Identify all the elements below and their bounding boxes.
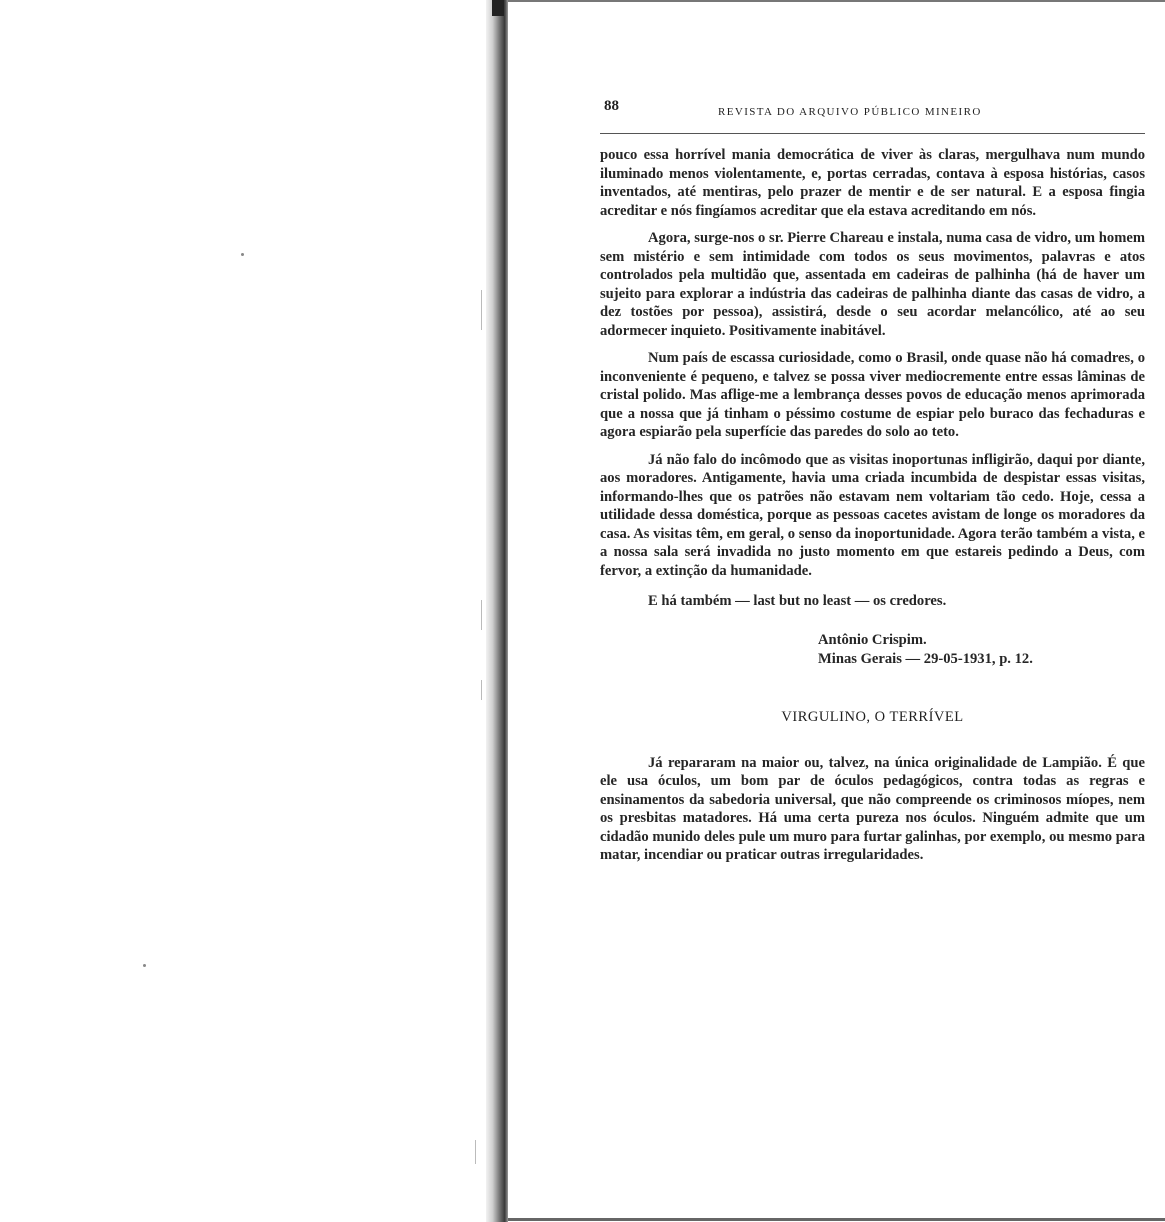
book-gutter (486, 0, 508, 1222)
gutter-binding-mark (492, 0, 504, 16)
article-paragraph: pouco essa horrível mania democrática de viver às claras, mergulhava num mundo iluminado menos violentamente, e, portas cerradas, contava à esposa histórias, casos inventados, até mentiras, pelo prazer de mentir e de ser natural. E a esposa fingia acreditar e nós fingíamos acreditar que ela estava acreditando em nós. (600, 147, 1145, 219)
scan-bottom-edge (508, 1218, 1165, 1221)
margin-mark (481, 680, 482, 700)
article-paragraph: Num país de escassa curiosidade, como o Brasil, onde quase não há comadres, o inconveniente é pequeno, e talvez se possa viver mediocremente entre essas lâminas de cristal polido. Mas aflige-me a lembrança desses povos de educação menos aprimorada que a nossa que já tinham o péssimo costume de espiar pelo buraco das fechaduras e agora espiarão pela superfície das paredes do solo ao teto. (600, 350, 1145, 440)
signature-author: Antônio Crispim. (818, 631, 927, 648)
margin-mark (475, 1140, 476, 1164)
margin-mark (481, 600, 482, 630)
article-paragraph: Agora, surge-nos o sr. Pierre Chareau e instala, numa casa de vidro, um homem sem mistério e sem intimidade com todos os seus movimentos, palavras e atos controlados pela multidão que, assentada em cadeiras de palhinha (há de haver um sujeito para explorar a indústria das cadeiras de palhinha diante das casas de vidro, a dez tostões por pessoa), assistirá, desde o seu acordar melancólico, até ao seu adormecer inquieto. Positivamente inabitável. (600, 230, 1145, 339)
article-paragraph: Já não falo do incômodo que as visitas inoportunas infligirão, daqui por diante, aos moradores. Antigamente, havia uma criada incumbida de despistar essas visitas, informando-lhes que os patrões não estavam nem voltariam tão cedo. Hoje, cessa a utilidade dessa doméstica, porque as pessoas cacetes avistam de longe os moradores da casa. As visitas têm, em geral, o senso da inoportunidade. Agora terão também a vista, e a nossa sala será invadida no justo momento em que estareis pedindo a Deus, com fervor, a extinção da humanidade. (600, 451, 1145, 579)
right-page (600, 96, 1145, 863)
signature-source: Minas Gerais — 29-05-1931, p. 12. (818, 650, 1033, 667)
scan-top-edge (508, 0, 1165, 2)
signature-block (600, 631, 1145, 669)
section-title: VIRGULINO, O TERRÍVEL (781, 708, 964, 725)
page-number: 88 (604, 98, 619, 114)
margin-mark (481, 290, 482, 330)
header-rule (600, 133, 1145, 134)
paper-speck (241, 253, 244, 256)
running-head (600, 96, 1145, 122)
paper-speck (143, 964, 146, 967)
article-body (600, 146, 1145, 865)
blank-left-page (0, 0, 486, 1222)
section-paragraph: Já repararam na maior ou, talvez, na única originalidade de Lampião. É que ele usa óculos, um bom par de óculos pedagógicos, contra todas as regras e ensinamentos da sabedoria universal, que não compreende os criminosos míopes, nem os presbitas matadores. Há uma certa pureza nos óculos. Ninguém admite que um cidadão munido deles pule um muro para furtar galinhas, por exemplo, ou mesmo para matar, incendiar ou praticar outras irregularidades. (600, 754, 1145, 863)
journal-title: REVISTA DO ARQUIVO PÚBLICO MINEIRO (718, 106, 982, 118)
article-paragraph: E há também — last but no least — os credores. (648, 593, 947, 609)
